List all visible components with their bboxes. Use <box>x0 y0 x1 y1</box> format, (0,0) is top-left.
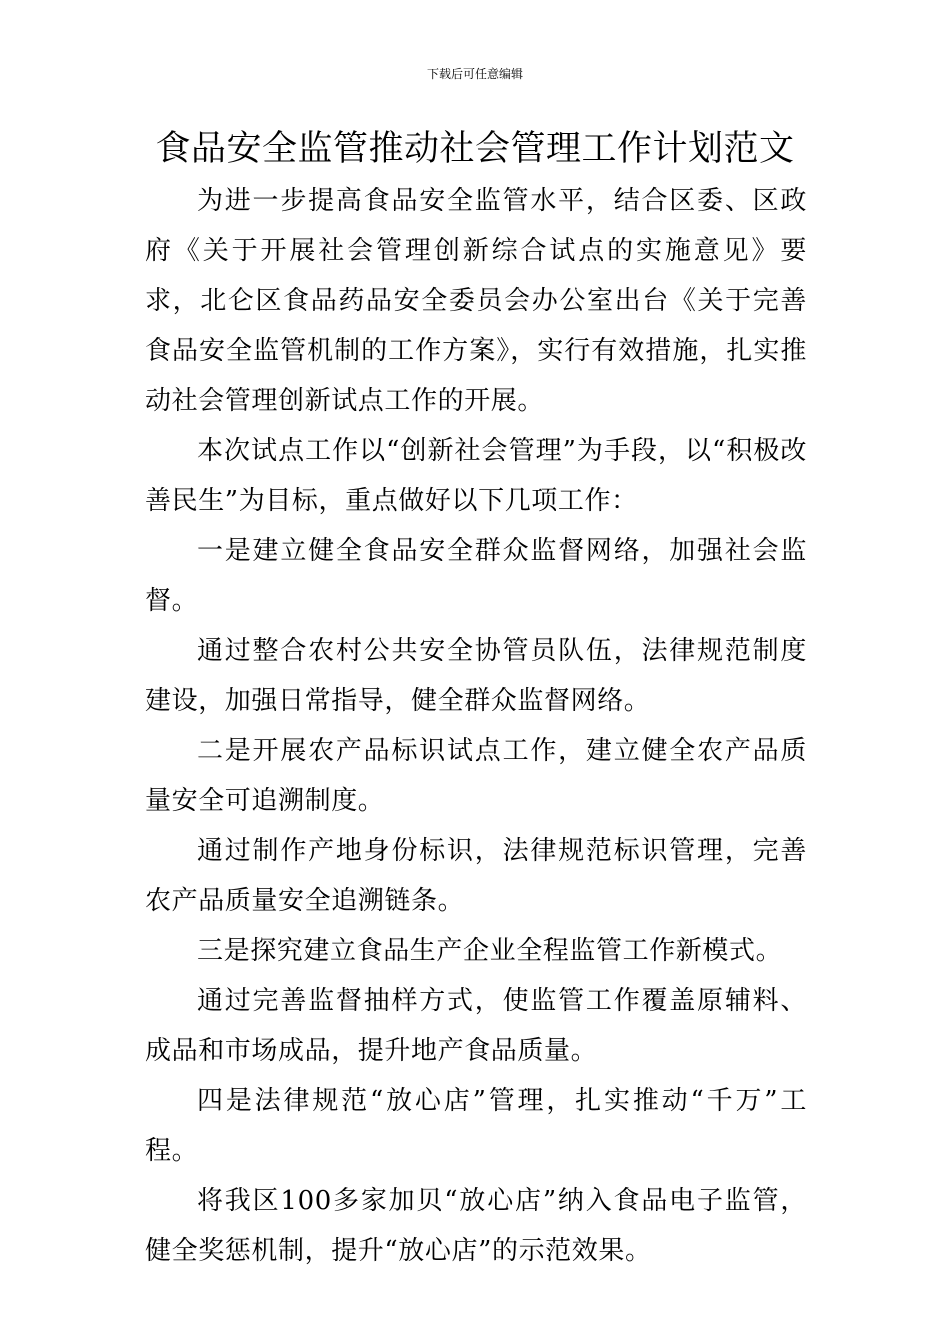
paragraph-item-2-detail: 通过制作产地身份标识，法律规范标识管理，完善农产品质量安全追溯链条。 <box>145 836 807 916</box>
paragraph-item-4-heading: 四是法律规范“放心店”管理，扎实推动“千万”工程。 <box>145 1086 807 1166</box>
document-title: 食品安全监管推动社会管理工作计划范文 <box>155 129 795 169</box>
paragraph-item-3-heading: 三是探究建立食品生产企业全程监管工作新模式。 <box>197 936 783 966</box>
header-note: 下载后可任意编辑 <box>426 67 523 81</box>
paragraph-item-4-detail: 将我区100多家加贝“放心店”纳入食品电子监管，健全奖惩机制，提升“放心店”的示范效果。 <box>145 1186 807 1266</box>
paragraph-item-1-detail: 通过整合农村公共安全协管员队伍，法律规范制度建设，加强日常指导，健全群众监督网络。 <box>145 636 807 716</box>
paragraph-intro: 为进一步提高食品安全监管水平，结合区委、区政府《关于开展社会管理创新综合试点的实施意见》要求，北仑区食品药品安全委员会办公室出台《关于完善食品安全监管机制的工作方案》，实行有效措施，扎实推动社会管理创新试点工作的开展。 <box>145 186 807 416</box>
paragraph-item-3-detail: 通过完善监督抽样方式，使监管工作覆盖原辅料、成品和市场成品，提升地产食品质量。 <box>145 986 807 1066</box>
document-body <box>145 176 807 1276</box>
paragraph-overview: 本次试点工作以“创新社会管理”为手段，以“积极改善民生”为目标，重点做好以下几项工作： <box>145 436 807 516</box>
paragraph-item-2-heading: 二是开展农产品标识试点工作，建立健全农产品质量安全可追溯制度。 <box>145 736 807 816</box>
paragraph-item-1-heading: 一是建立健全食品安全群众监督网络，加强社会监督。 <box>145 536 807 616</box>
